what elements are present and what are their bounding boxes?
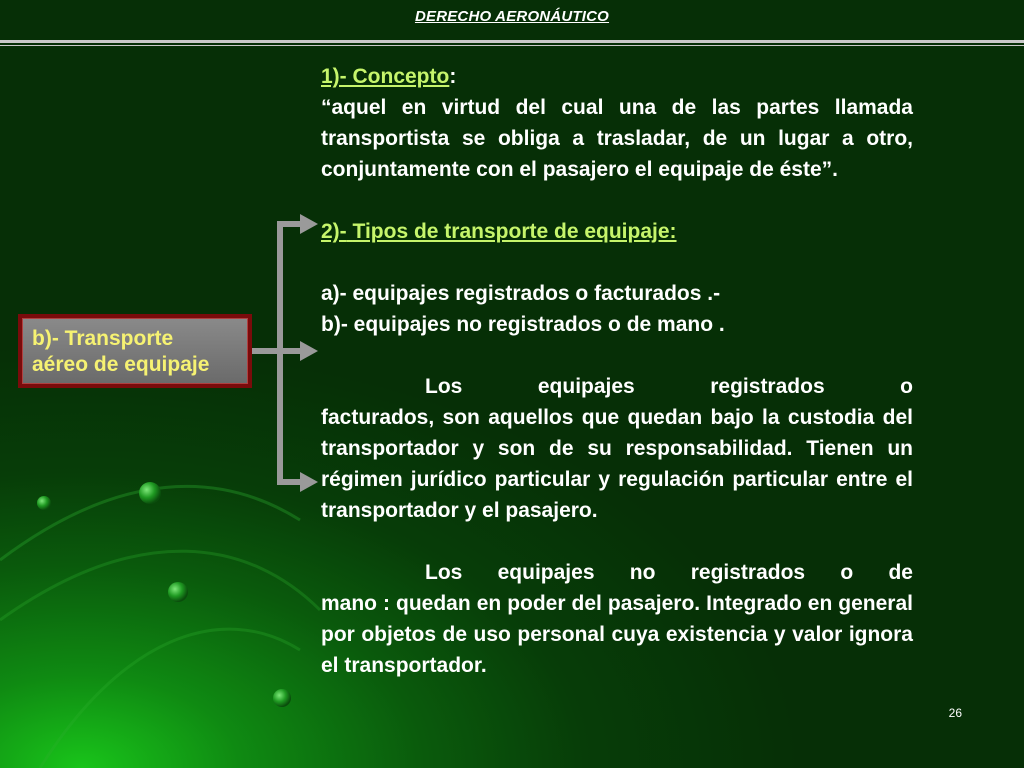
list-item-a: a)- equipajes registrados o facturados .- — [321, 282, 721, 305]
list-item-b: b)- equipajes no registrados o de mano . — [321, 313, 725, 336]
paragraph-registered-first-line — [321, 371, 913, 402]
concept-heading-line — [321, 61, 913, 92]
paragraph-carryon-lead: Los equipajes no registrados o de — [425, 561, 913, 584]
topic-line-1: b)- Transporte — [32, 327, 174, 350]
paragraph-carryon — [321, 557, 913, 681]
arrow-mid-icon — [300, 341, 318, 361]
header-title: DERECHO AERONÁUTICO — [414, 8, 610, 25]
types-heading-line — [321, 216, 913, 247]
paragraph-carryon-first-line — [321, 557, 913, 588]
topic-line-2: aéreo de equipaje — [32, 353, 210, 376]
types-heading: Tipos de transporte de equipaje: — [352, 220, 677, 243]
paragraph-registered-body: facturados, son aquellos que quedan bajo la custodia del transportador y son de su responsabilidad. Tienen un régimen jurídico particular y regulación particular entre el transportador y el pasajero. — [321, 406, 913, 522]
arrow-bottom-icon — [300, 472, 318, 492]
concept-colon: : — [449, 65, 457, 88]
arrow-top-icon — [300, 214, 318, 234]
paragraph-registered — [321, 371, 913, 526]
paragraph-carryon-body: mano : quedan en poder del pasajero. Integrado en general por objetos de uso personal cuya existencia y valor ignora el transportador. — [321, 592, 913, 677]
content-column — [321, 61, 913, 681]
concept-heading: 1)- Concepto — [321, 65, 450, 88]
page-number: 26 — [948, 706, 962, 720]
types-prefix: 2)- — [321, 220, 347, 243]
paragraph-registered-lead: Los equipajes registrados o — [425, 375, 913, 398]
concept-quote: “aquel en virtud del cual una de las partes llamada transportista se obliga a trasladar, de un lugar a otro, conjuntamente con el pasajero el equipaje de éste”. — [321, 96, 913, 181]
